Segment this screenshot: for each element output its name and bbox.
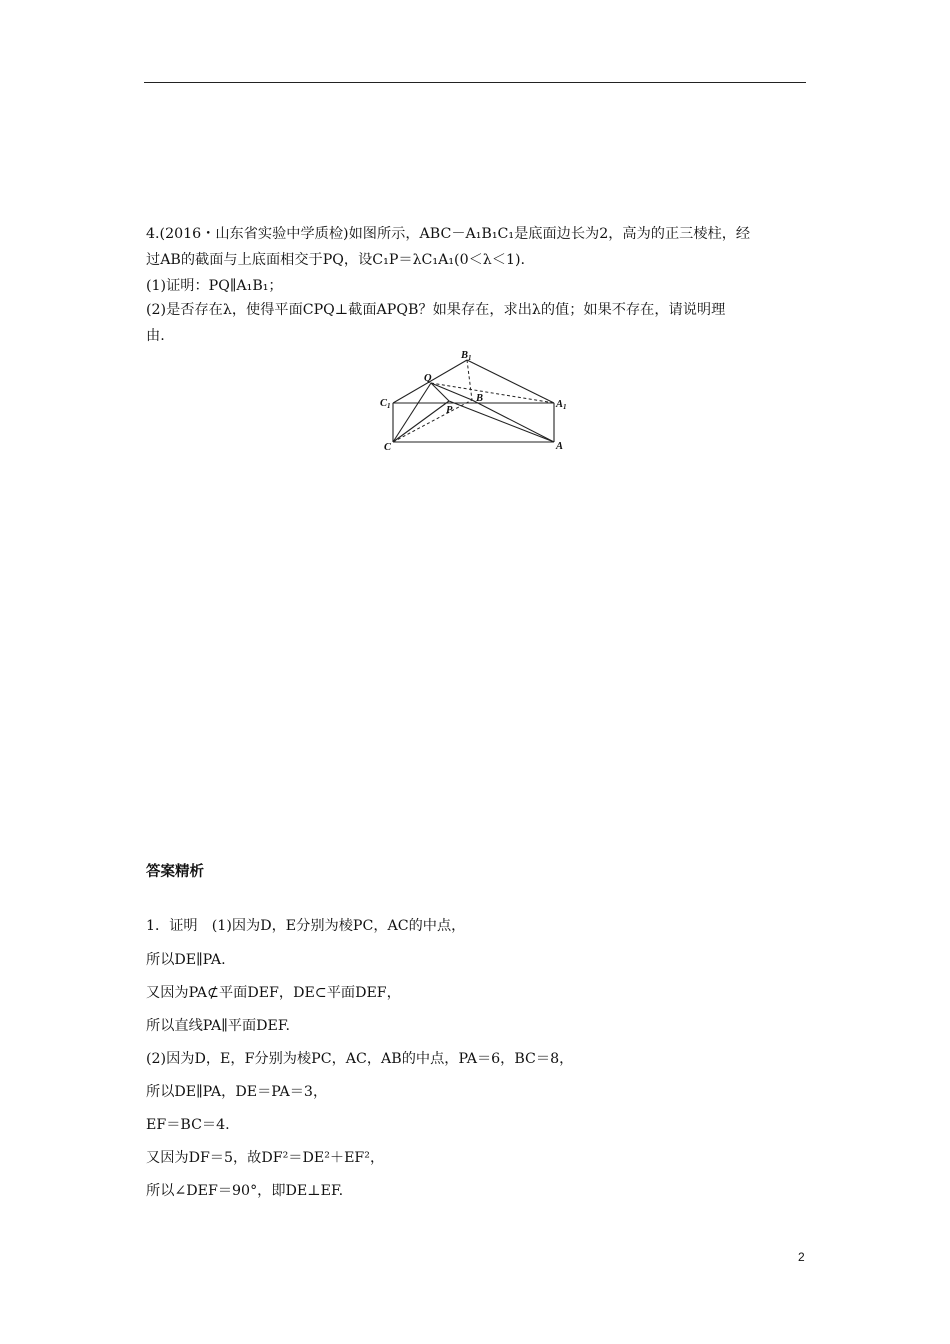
problem4-line4: (2)是否存在λ，使得平面CPQ⊥截面APQB？如果存在，求出λ的值；如果不存在，请说明理 [146, 302, 726, 318]
label-c: C [384, 442, 392, 453]
segment-q-b [431, 383, 472, 400]
label-q: Q [424, 373, 432, 384]
problem4-line2: 过AB的截面与上底面相交于PQ，设C₁P＝λC₁A₁(0＜λ＜1). [146, 252, 526, 268]
prism-figure [378, 346, 574, 458]
answer-line-3: 又因为PA⊄平面DEF，DE⊂平面DEF， [146, 985, 401, 1001]
label-a1: A1 [556, 399, 567, 411]
answer-line-6: 所以DE∥PA，DE＝PA＝3， [146, 1084, 328, 1100]
label-b: B [476, 393, 484, 404]
header-rule [144, 82, 806, 83]
answer-line-2: 所以DE∥PA. [146, 952, 226, 968]
hidden-edge-c-b [393, 400, 472, 442]
answer-line-1: 1．证明 (1)因为D，E分别为棱PC，AC的中点， [146, 918, 466, 934]
segment-q-p [431, 383, 449, 401]
answer-line-9: 所以∠DEF＝90°，即DE⊥EF. [146, 1183, 344, 1199]
label-a: A [556, 441, 564, 452]
label-p: P [446, 405, 453, 416]
problem4-line5: 由. [146, 328, 165, 344]
answer-line-8: 又因为DF＝5，故DF²＝DE²＋EF²， [146, 1150, 385, 1166]
answer-line-7: EF＝BC＝4. [146, 1117, 230, 1133]
segment-p-a [449, 401, 554, 442]
label-b1: B1 [461, 350, 472, 362]
hidden-edge-b1-b [467, 360, 472, 400]
segment-p-c [393, 401, 449, 442]
prism-diagram [378, 346, 574, 458]
problem4-line3: (1)证明：PQ∥A₁B₁； [146, 278, 283, 294]
page-number: 2 [798, 1250, 805, 1264]
answer-heading: 答案精析 [146, 864, 204, 880]
answer-line-5: (2)因为D，E，F分别为棱PC，AC，AB的中点，PA＝6，BC＝8， [146, 1051, 574, 1067]
segment-b-a [472, 400, 554, 442]
hidden-segment-q-a1 [431, 383, 554, 403]
problem4-line1: 4.(2016・山东省实验中学质检)如图所示，ABC－A₁B₁C₁是底面边长为2，高为的正三棱柱，经 [146, 226, 751, 242]
label-c1: C1 [380, 398, 391, 410]
answer-line-4: 所以直线PA∥平面DEF. [146, 1018, 291, 1034]
